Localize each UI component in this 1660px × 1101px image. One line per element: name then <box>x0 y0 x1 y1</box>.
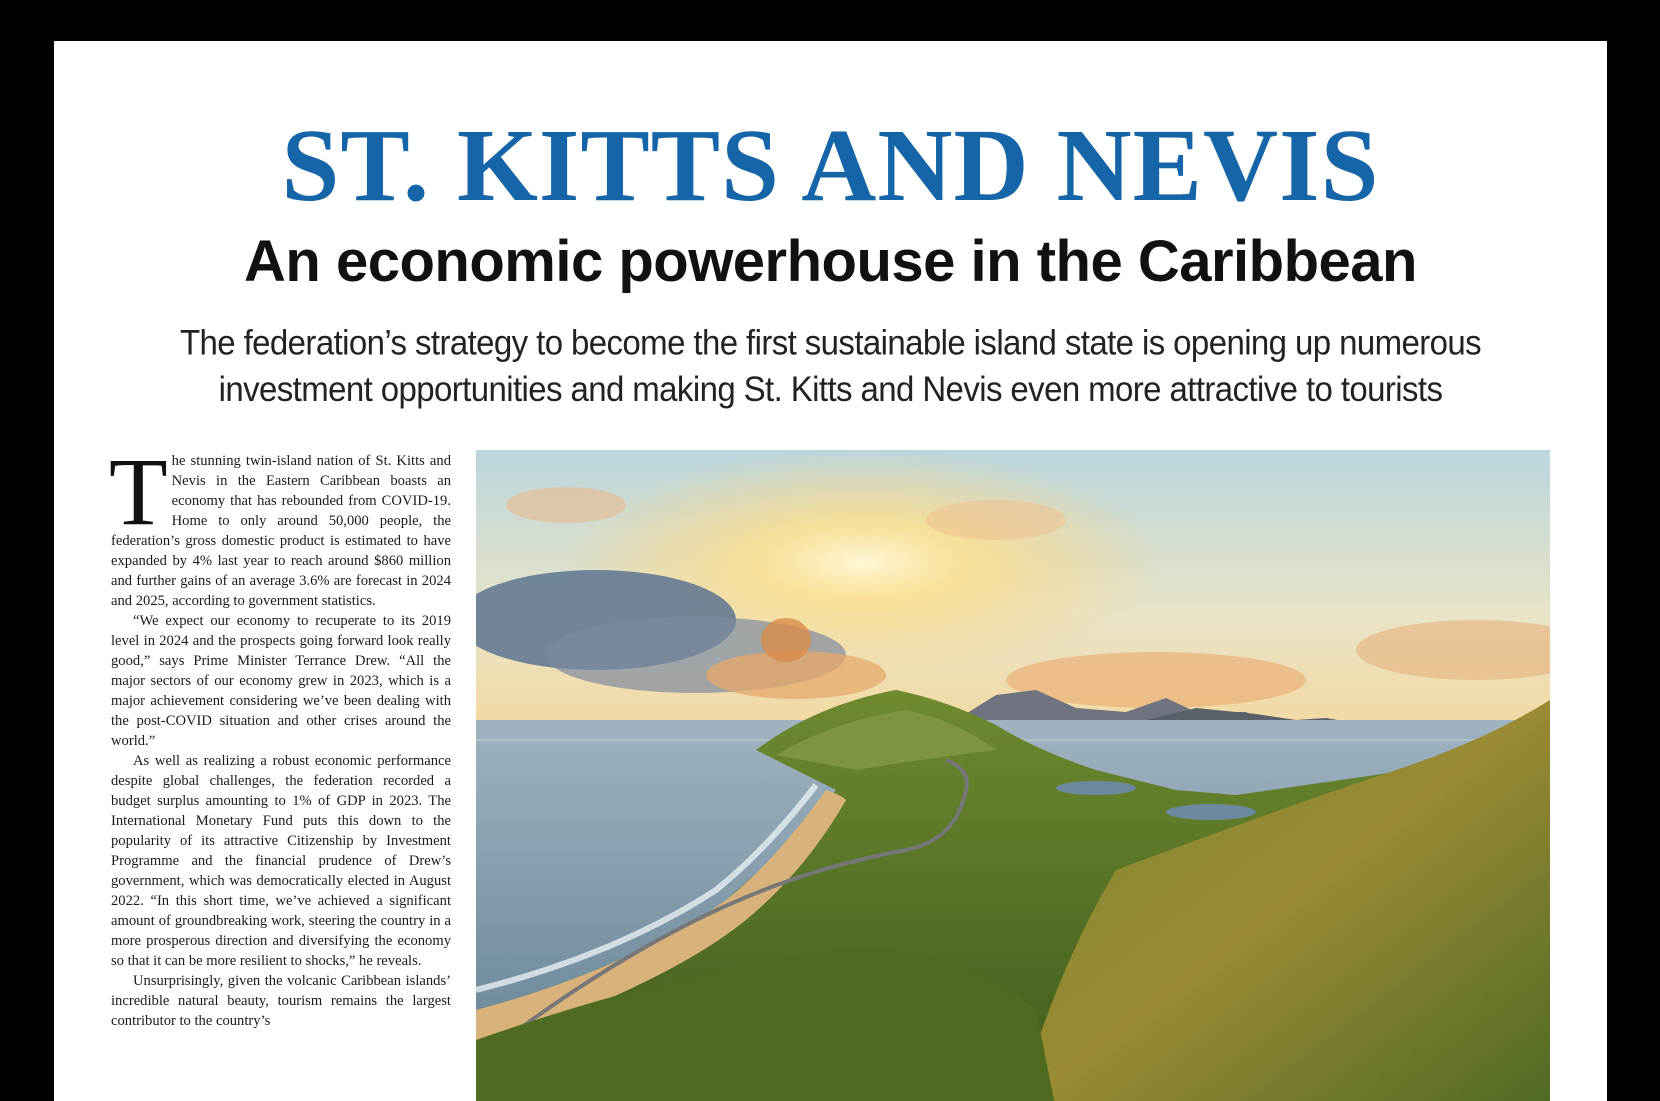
article-subtitle: An economic powerhouse in the Caribbean <box>244 229 1417 294</box>
body-paragraph: “We expect our economy to recuperate to its 2019 level in 2024 and the prospects going forward look really good,” says Prime Minister Terrance Drew. “All the major sectors of our economy grew in 2023, which is a major achievement considering we’ve been dealing with the post-COVID situation and other crises around the world.” <box>111 613 451 749</box>
paragraph-text: he stunning twin-island nation of St. Kitts and Nevis in the Eastern Caribbean boasts an economy that has rebounded from COVID-19. Home to only around 50,000 people, the federation’s gross domestic product is estimated to have expanded by 4% last year to reach around $860 million and further gains of an average 3.6% are forecast in 2024 and 2025, according to government statistics. <box>111 453 451 609</box>
magazine-page <box>54 41 1607 1101</box>
landscape-photo <box>476 450 1550 1101</box>
body-paragraph: Unsurprisingly, given the volcanic Caribbean islands’ incredible natural beauty, tourism remains the largest contributor to the country’s <box>111 973 451 1029</box>
article-title: ST. KITTS AND NEVIS <box>281 108 1380 223</box>
drop-cap: T <box>109 438 168 545</box>
article-standfirst: The federation’s strategy to become the first sustainable island state is opening up numerous investment opportunities and making St. Kitts and Nevis even more attractive to tourists <box>179 322 1482 409</box>
landscape-photo-illustration <box>476 450 1550 1101</box>
body-paragraph <box>109 438 451 611</box>
article-body <box>109 438 451 1031</box>
body-paragraph: As well as realizing a robust economic performance despite global challenges, the federation recorded a budget surplus amounting to 1% of GDP in 2023. The International Monetary Fund puts this down to the popularity of its attractive Citizenship by Investment Programme and the financial prudence of Drew’s government, which was democratically elected in August 2022. “In this short time, we’ve achieved a significant amount of groundbreaking work, steering the country in a more prosperous direction and diversifying the economy so that it can be more resilient to shocks,” he reveals. <box>111 753 451 969</box>
